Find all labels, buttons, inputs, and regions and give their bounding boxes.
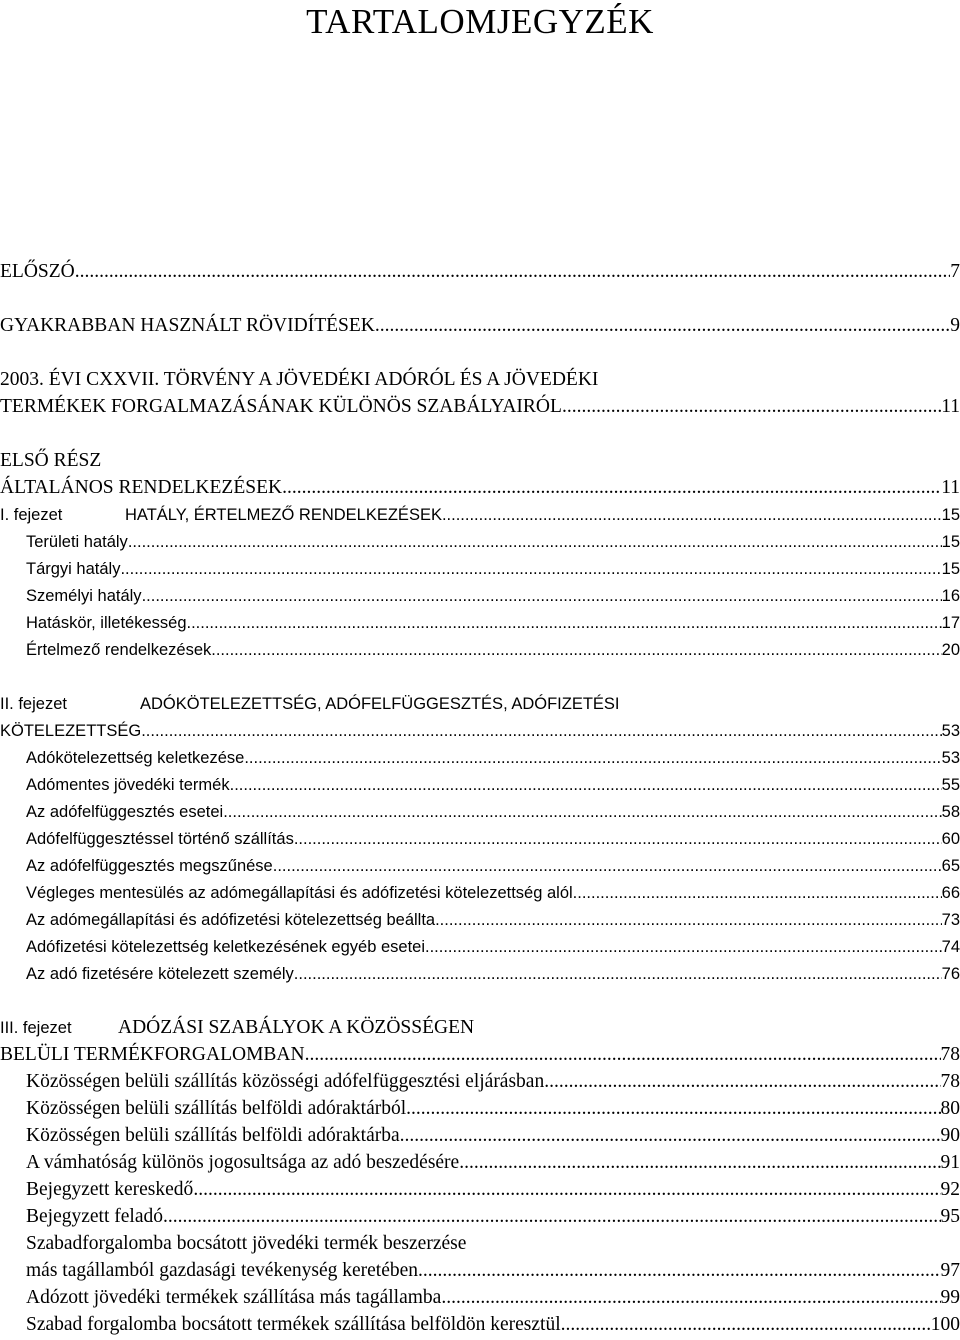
dot-leader — [163, 1204, 941, 1230]
dot-leader — [75, 259, 951, 285]
toc-page-number: 74 — [941, 938, 960, 956]
toc-entry-text: ÁLTALÁNOS RENDELKEZÉSEK — [0, 477, 283, 498]
toc-entry-text: Adózott jövedéki termékek szállítása más tagállamba — [26, 1287, 442, 1308]
toc-entry-text: Területi hatály — [26, 533, 128, 551]
toc-entry-text: Adómentes jövedéki termék — [26, 776, 230, 794]
toc-entry-text: ELSŐ RÉSZ — [0, 450, 102, 471]
toc-entry[interactable] — [0, 1177, 960, 1203]
toc-chapter-3-line1[interactable] — [0, 1015, 960, 1041]
toc-page-number: 73 — [941, 911, 960, 929]
toc-page-number: 20 — [941, 641, 960, 659]
toc-page-number: 90 — [940, 1125, 960, 1146]
toc-entry-text: Hatáskör, illetékesség — [26, 614, 187, 632]
toc-page-number: 97 — [940, 1260, 960, 1281]
toc-entry[interactable] — [0, 934, 960, 960]
dot-leader — [120, 556, 941, 582]
toc-page-number: 78 — [940, 1071, 960, 1092]
toc-entry-line1[interactable] — [0, 1231, 960, 1257]
chapter-label: I. fejezet — [0, 506, 63, 524]
dot-leader — [425, 934, 942, 960]
dot-leader — [441, 1285, 940, 1311]
toc-page-number: 9 — [950, 315, 960, 336]
toc-entry[interactable] — [0, 853, 960, 879]
toc-entry-text: KÖTELEZETTSÉG — [0, 722, 142, 740]
toc-entry-text: Bejegyzett kereskedő — [26, 1179, 194, 1200]
toc-page-number: 11 — [941, 477, 960, 498]
dot-leader — [418, 1258, 941, 1284]
dot-leader — [561, 1312, 931, 1338]
toc-entry[interactable] — [0, 1123, 960, 1149]
toc-entry-text: Bejegyzett feladó — [26, 1206, 163, 1227]
toc-entry[interactable] — [0, 1096, 960, 1122]
dot-leader — [273, 853, 942, 879]
dot-leader — [187, 610, 942, 636]
toc-entry-text: Az adómegállapítási és adófizetési kötelezettség beállta — [26, 911, 436, 929]
toc-entry[interactable] — [0, 1285, 960, 1311]
toc-page-number: 65 — [941, 857, 960, 875]
toc-chapter-2-line2[interactable] — [0, 718, 960, 744]
dot-leader — [544, 1069, 940, 1095]
toc-entry-text: Adókötelezettség keletkezése — [26, 749, 245, 767]
toc-page-number: 11 — [941, 396, 960, 417]
toc-page-number: 15 — [941, 506, 960, 524]
dot-leader — [435, 907, 942, 933]
toc-entry-text: Közösségen belüli szállítás közösségi adófelfüggesztési eljárásban — [26, 1071, 545, 1092]
toc-entry-text: Az adó fizetésére kötelezett személy — [26, 965, 294, 983]
toc-entry-torveny-line2[interactable] — [0, 394, 960, 420]
dot-leader — [442, 502, 942, 528]
dot-leader — [577, 880, 941, 906]
toc-entry-text: A vámhatóság különös jogosultsága az adó beszedésére — [26, 1152, 460, 1173]
toc-entry-szemelyi[interactable] — [0, 583, 960, 609]
toc-entry[interactable] — [0, 961, 960, 987]
toc-page-number: 55 — [941, 776, 960, 794]
toc-entry-ertelmezo[interactable] — [0, 637, 960, 663]
dot-leader — [282, 475, 941, 501]
toc-page-number: 58 — [941, 803, 960, 821]
toc-chapter-1[interactable] — [0, 502, 960, 528]
toc-page-number: 99 — [940, 1287, 960, 1308]
toc-entry-text: ELŐSZÓ — [0, 261, 75, 282]
toc-entry-text: ADÓZÁSI SZABÁLYOK A KÖZÖSSÉGEN — [118, 1017, 475, 1038]
toc-entry[interactable] — [0, 1069, 960, 1095]
toc-entry-text: Tárgyi hatály — [26, 560, 121, 578]
toc-page-number: 15 — [941, 533, 960, 551]
toc-entry[interactable] — [0, 1312, 960, 1338]
toc-page-number: 60 — [941, 830, 960, 848]
toc-entry[interactable] — [0, 826, 960, 852]
toc-entry-text: HATÁLY, ÉRTELMEZŐ RENDELKEZÉSEK — [125, 506, 442, 524]
dot-leader — [459, 1150, 940, 1176]
toc-entry-text: Az adófelfüggesztés esetei — [26, 803, 224, 821]
toc-entry-altalanos[interactable] — [0, 475, 960, 501]
dot-leader — [562, 394, 941, 420]
dot-leader — [405, 1123, 941, 1149]
toc-page-number: 66 — [941, 884, 960, 902]
toc-page-number: 92 — [940, 1179, 960, 1200]
dot-leader — [294, 961, 942, 987]
dot-leader — [294, 826, 942, 852]
toc-page-number: 76 — [941, 965, 960, 983]
toc-entry[interactable] — [0, 1204, 960, 1230]
dot-leader — [211, 637, 941, 663]
dot-leader — [230, 772, 942, 798]
toc-entry-eloszo[interactable] — [0, 259, 960, 285]
toc-entry-text: Közösségen belüli szállítás belföldi adóraktárba. — [26, 1125, 405, 1146]
toc-entry-teruleti[interactable] — [0, 529, 960, 555]
toc-entry-line2[interactable] — [0, 1258, 960, 1284]
toc-entry-text: Adófelfüggesztéssel történő szállítás — [26, 830, 294, 848]
dot-leader — [406, 1096, 940, 1122]
toc-entry-text: Az adófelfüggesztés megszűnése — [26, 857, 273, 875]
toc-page-number: 53 — [941, 722, 960, 740]
dot-leader — [193, 1177, 940, 1203]
toc-entry-hataskor[interactable] — [0, 610, 960, 636]
toc-page-number: 80 — [940, 1098, 960, 1119]
toc-entry[interactable] — [0, 1150, 960, 1176]
dot-leader — [244, 745, 941, 771]
toc-entry[interactable] — [0, 880, 960, 906]
toc-entry-text: BELÜLI TERMÉKFORGALOMBAN — [0, 1044, 305, 1065]
toc-entry-torveny-line1[interactable] — [0, 367, 960, 393]
toc-entry-text: Közösségen belüli szállítás belföldi adóraktárból — [26, 1098, 407, 1119]
chapter-label: II. fejezet — [0, 695, 67, 713]
toc-entry-text: TERMÉKEK FORGALMAZÁSÁNAK KÜLÖNÖS SZABÁLYAIRÓL — [0, 396, 562, 417]
toc-page-number: 100 — [930, 1314, 960, 1335]
toc-entry-text: 2003. ÉVI CXXVII. TÖRVÉNY A JÖVEDÉKI ADÓRÓL ÉS A JÖVEDÉKI — [0, 369, 599, 390]
toc-entry[interactable] — [0, 745, 960, 771]
toc-page-number: 91 — [940, 1152, 960, 1173]
chapter-label: III. fejezet — [0, 1019, 72, 1037]
toc-entry-text: Szabadforgalomba bocsátott jövedéki termék beszerzése — [26, 1233, 467, 1254]
toc-page-number: 7 — [950, 261, 960, 282]
toc-entry-text: ADÓKÖTELEZETTSÉG, ADÓFELFÜGGESZTÉS, ADÓFIZETÉSI — [140, 695, 620, 713]
toc-page-number: 16 — [941, 587, 960, 605]
toc-entry-roviditesek[interactable] — [0, 313, 960, 339]
toc-page-number: 95 — [940, 1206, 960, 1227]
dot-leader — [142, 583, 942, 609]
toc-entry[interactable] — [0, 772, 960, 798]
dot-leader — [128, 529, 942, 555]
dot-leader — [141, 718, 941, 744]
toc-entry-text: Értelmező rendelkezések — [26, 641, 212, 659]
toc-entry-text: Végleges mentesülés az adómegállapítási és adófizetési kötelezettség alól. — [26, 884, 578, 902]
toc-entry-text: Személyi hatály — [26, 587, 142, 605]
dot-leader — [223, 799, 941, 825]
toc-page-number: 17 — [941, 614, 960, 632]
toc-chapter-2-line1[interactable] — [0, 691, 960, 717]
toc-entry-text: más tagállamból gazdasági tevékenység keretében — [26, 1260, 418, 1281]
toc-entry[interactable] — [0, 907, 960, 933]
dot-leader — [375, 313, 950, 339]
page-title: TARTALOMJEGYZÉK — [306, 2, 654, 41]
dot-leader — [305, 1042, 941, 1068]
toc-part-heading — [0, 448, 960, 474]
toc-entry-text: Adófizetési kötelezettség keletkezésének egyéb esetei — [26, 938, 425, 956]
toc-page-number: 53 — [941, 749, 960, 767]
toc-entry-targyi[interactable] — [0, 556, 960, 582]
toc-entry[interactable] — [0, 799, 960, 825]
toc-entry-text: GYAKRABBAN HASZNÁLT RÖVIDÍTÉSEK — [0, 315, 375, 336]
toc-chapter-3-line2[interactable] — [0, 1042, 960, 1068]
toc-page-number: 78 — [940, 1044, 960, 1065]
toc-page-number: 15 — [941, 560, 960, 578]
toc-entry-text: Szabad forgalomba bocsátott termékek szállítása belföldön keresztül — [26, 1314, 561, 1335]
